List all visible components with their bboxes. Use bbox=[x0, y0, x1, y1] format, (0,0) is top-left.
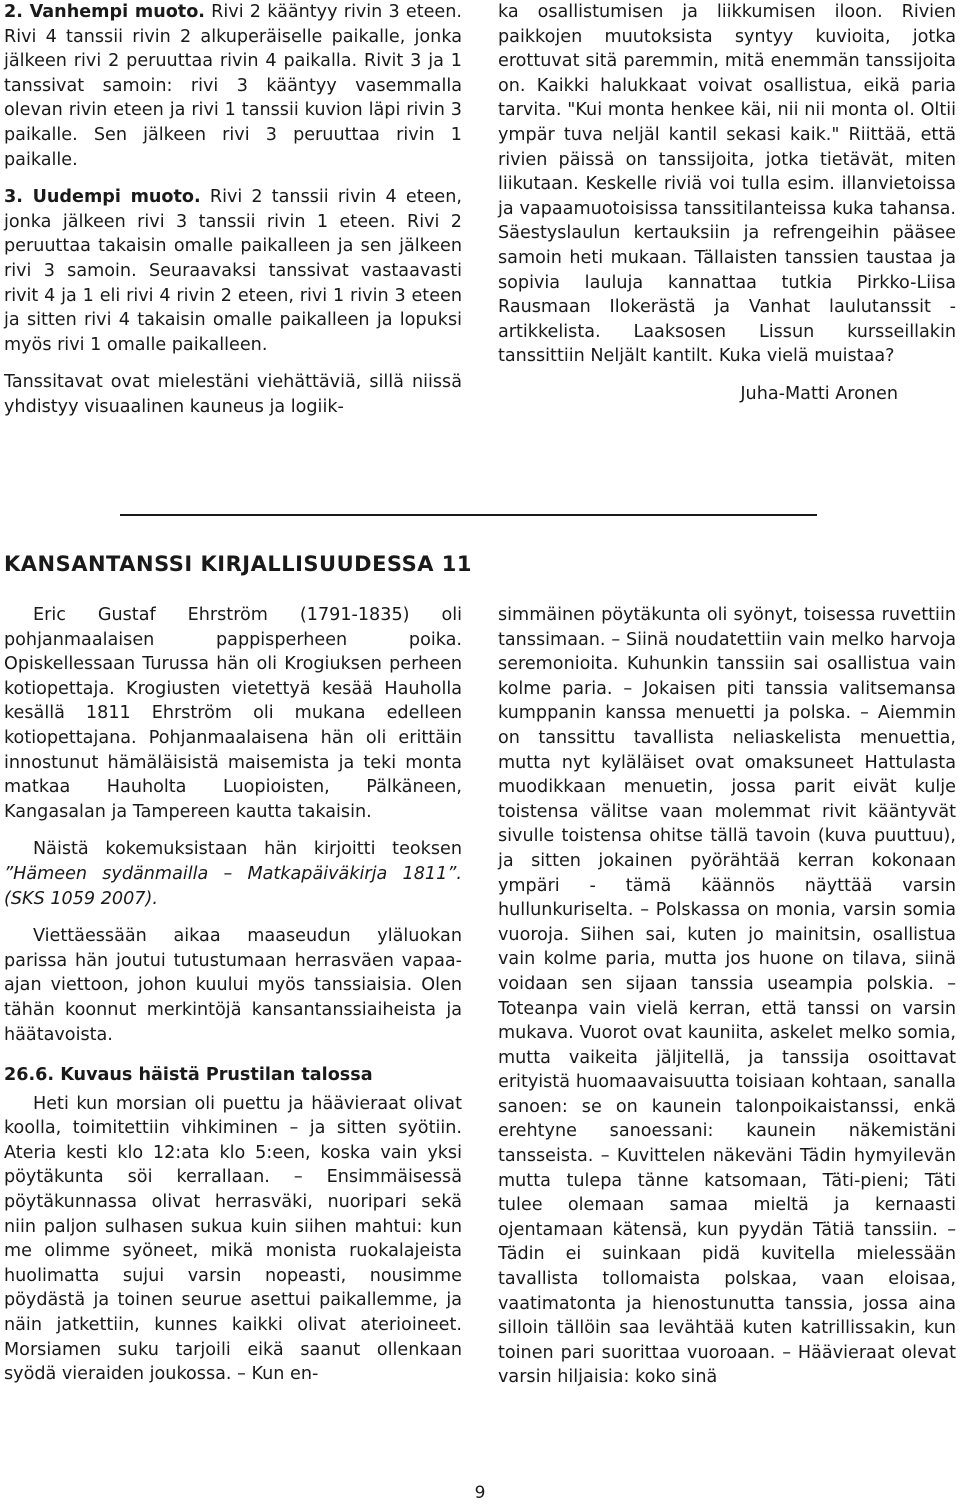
top-right-column bbox=[498, 0, 956, 407]
paragraph-wedding-description: Heti kun morsian oli puettu ja häävieraat olivat koolla, toimitettiin vihkiminen – ja sitten syötiin. Ateria kesti klo 12:ata klo 5:een, koska vain yksi pöytäkunta söi kerrallaan. – Ensimmäisessä pöytäkunnassa olivat herrasväki, nuoripari sekä niin paljon sulhasen sukua kuin siihen mahtui: kun me olimme syöneet, mikä monista ruokalajeista huolimatta sujui varsin nopeasti, nousimme pöydästä ja toinen seurue asettui paikallemme, ja näin jatkettiin, kunnes kaikki olivat aterioineet. Morsiamen suku tarjoili eikä saanut ollenkaan syödä vieraiden joukossa. – Kun en- bbox=[4, 1093, 462, 1385]
paragraph-dance-description: simmäinen pöytäkunta oli syönyt, toisessa ruvettiin tanssimaan. – Siinä noudatettiin vain melko harvoja seremonioita. Kuhunkin tanssiin sai osallistua vain kolme paria. – Jokaisen piti tanssia valitsemansa kumppanin kanssa menuetti ja polska. – Aiemmin on tanssittu tavallista neliaskelista menuettia, mutta nyt kyläläiset ovat omaksuneet Hattulasta muodikkaan menuetin, jossa parit eivät kulje toistensa välitse vaan molemmat rivit kääntyvät sivulle toistensa ohitse tällä tavoin (kuva puuttuu), ja sitten jokainen pyörähtää kerran kokonaan ympäri - tämä käännös näyttää varsin hullunkuriselta. – Polskassa on monia, varsin somia vuoroja. Siihen sai, kuten jo mainitsin, osallistua vain kolme paria, mutta jos huone on tilava, siinä voidaan sen sijaan tanssia useampia polskia. – Toteanpa vain vielä kerran, että tanssi on varsin mukava. Vuorot ovat kauniita, askelet melko somia, mutta vaikeita jäljitellä, ja tanssija osoittavat erityistä huomaavaisuutta toisiaan kohtaan, sanalla sanoen: se on kaunein talonpoikaistanssi, enkä erehtyne sanoessani: kaunein näkemistäni tansseista. – Kuvittelen näkeväni Tädin hymyilevän mutta tulepa tänne katsomaan, Täti-pieni; Täti tulee olemaan samaa mieltä ja kernaasti ojentamaan kätensä, kun pyydän Tätiä tanssiin. – Tädin ei suinkaan pidä kuvitella mielessään tavallista tollomaista polskaa, vaan eloisaa, vaatimatonta ja hienostunutta tanssia, jossa aina silloin tällöin saa levähtää kuten katrillissakin, kun toinen pari suorittaa vuoroaan. – Häävieraat olevat varsin hiljaisia: koko sinä bbox=[498, 605, 956, 1388]
paragraph-upper-class: Viettäessään aikaa maaseudun yläluokan parissa hän joutui tutustumaan herrasväen vapaa-ajan viettoon, johon kuului myös tanssiaisia. Olen tähän koonnut merkintöjä kansantanssiaiheista ja häätavoista. bbox=[4, 926, 462, 1045]
paragraph-uudempi-muoto bbox=[4, 185, 462, 357]
paragraph-book-reference bbox=[4, 837, 462, 911]
book-title: ”Hämeen sydänmailla – Matkapäiväkirja 1811”. (SKS 1059 2007). bbox=[4, 863, 462, 909]
paragraph-ehrstrom-intro: Eric Gustaf Ehrström (1791-1835) oli pohjanmaalaisen pappisperheen poika. Opiskellessaan Turussa hän oli Krogiuksen perheen kotiopettaja. Krogiusten vietettyä kesää Hauholla kesällä 1811 Ehrström oli mukana edelleen kotiopettajana. Pohjanmaalaisena hän oli erittäin innostunut hämäläisistä maisemista ja teki monta matkaa Hauholta Luopioisten, Pälkäneen, Kangasalan ja Tampereen kautta takaisin. bbox=[4, 605, 462, 822]
section-divider bbox=[120, 514, 817, 516]
paragraph-continuation: ka osallistumisen ja liikkumisen iloon. Rivien paikkojen muutoksista syntyy kuvioita, jotka erottuvat sitä paremmin, mitä enemmän tanssijoita on. Kaikki halukkaat voivat osallistua, eikä paria tarvita. "Kui monta henkee käi, nii nii monta ol. Oltii ympär tuva neljäl kantil sekasi kaik." Riittää, että rivien päissä on tanssijoita, jotka tietävät, miten liikutaan. Keskelle riviä voi tulla esim. illanvietoissa ja vapaamuotoisissa tanssitilanteissa kuka tahansa. Säestyslaulun kertauksiin ja refrengeihin pääsee samoin heti mukaan. Tällaisten tanssien taustaa ja sopivia lauluja kannattaa tutkia Pirkko-Liisa Rausmaan Ilokerästä ja Vanhat laulutanssit -artikkelista. Laaksosen Lissun kursseillakin tanssittiin Neljält kantilt. Kuka vielä muistaa? bbox=[498, 2, 956, 367]
bottom-left-column bbox=[4, 603, 462, 1387]
section-title: KANSANTANSSI KIRJALLISUUDESSA 11 bbox=[4, 552, 473, 576]
paragraph-text: Näistä kokemuksistaan hän kirjoitti teoksen bbox=[33, 839, 462, 860]
heading-uudempi-muoto: 3. Uudempi muoto. bbox=[4, 187, 201, 208]
paragraph-conclusion: Tanssitavat ovat mielestäni viehättäviä, sillä niissä yhdistyy visuaalinen kauneus ja logiik- bbox=[4, 372, 462, 417]
heading-vanhempi-muoto: 2. Vanhempi muoto. bbox=[4, 2, 205, 22]
subheading-prustila-wedding: 26.6. Kuvaus häistä Prustilan talossa bbox=[4, 1065, 373, 1086]
paragraph-text: Rivi 2 kääntyy rivin 3 eteen. Rivi 4 tanssii rivin 2 alkuperäiselle paikalle, jonka jälkeen rivi 2 peruuttaa rivin 4 paikalla. Rivit 3 ja 1 tanssivat samoin: rivi 3 kääntyy vasemmalla olevan rivin eteen ja rivi 1 tanssii kuvion läpi rivin 3 paikalle. Sen jälkeen rivi 3 peruuttaa rivin 1 paikalle. bbox=[4, 2, 462, 170]
paragraph-vanhempi-muoto bbox=[4, 0, 462, 172]
bottom-right-column bbox=[498, 603, 956, 1390]
page-number: 9 bbox=[474, 1483, 486, 1503]
paragraph-text: Rivi 2 tanssii rivin 4 eteen, jonka jälkeen rivi 3 tanssii rivin 1 eteen. Rivi 2 peruuttaa takaisin omalle paikalleen ja sen jälkeen rivi 3 samoin. Seuraavaksi tanssivat vastaavasti rivit 4 ja 1 eli rivi 4 rivin 2 eteen, rivi 1 rivin 3 eteen ja sitten rivi 4 takaisin omalle paikalleen ja lopuksi myös rivi 1 omalle paikalleen. bbox=[4, 187, 462, 355]
author-signature: Juha-Matti Aronen bbox=[740, 383, 898, 404]
top-left-column bbox=[4, 0, 462, 420]
